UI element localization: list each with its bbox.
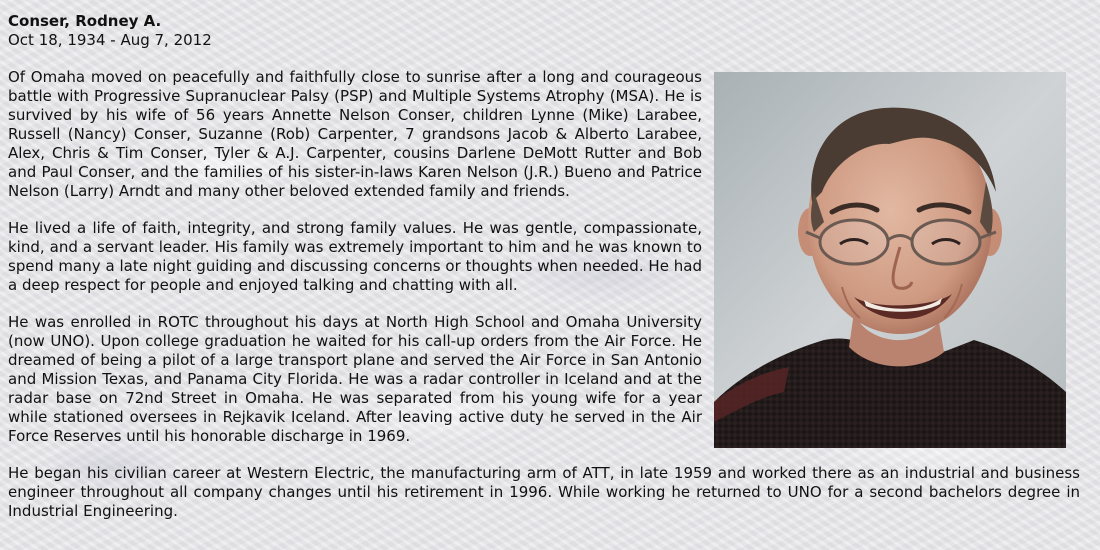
life-dates: Oct 18, 1934 - Aug 7, 2012: [8, 31, 212, 49]
portrait-illustration: [714, 72, 1066, 448]
obituary-article: [8, 12, 1080, 539]
obituary-paragraph: Of Omaha moved on peacefully and faithfully close to sunrise after a long and courageous battle with Progressive Supranuclear Palsy (PSP) and Multiple Systems Atrophy (MSA). He is survived by his wife of 56 years Annette Nelson Conser, children Lynne (Mike) Larabee, Russell (Nancy) Conser, Suzanne (Rob) Carpenter, 7 grandsons Jacob & Alberto Larabee, Alex, Chris & Tim Conser, Tyler & A.J. Carpenter, cousins Darlene DeMott Rutter and Bob and Paul Conser, and the families of his sister-in-laws Karen Nelson (J.R.) Bueno and Patrice Nelson (Larry) Arndt and many other beloved extended family and friends.: [8, 68, 702, 200]
deceased-name: Conser, Rodney A.: [8, 12, 162, 30]
portrait-photo: [714, 72, 1066, 448]
obituary-paragraph: He was enrolled in ROTC throughout his days at North High School and Omaha University (now UNO). Upon college graduation he waited for his call-up orders from the Air Force. He dreamed of being a pilot of a large transport plane and served the Air Force in San Antonio and Mission Texas, and Panama City Florida. He was a radar controller in Iceland and at the radar base on 72nd Street in Omaha. He was separated from his young wife for a year while stationed oversees in Rejkavik Iceland. After leaving active duty he served in the Air Force Reserves until his honorable discharge in 1969.: [8, 313, 702, 445]
obituary-paragraph: He began his civilian career at Western Electric, the manufacturing arm of ATT, in late 1959 and worked there as an industrial and business engineer throughout all company changes until his retirement in 1996. While working he returned to UNO for a second bachelors degree in Industrial Engineering.: [8, 464, 1080, 520]
obituary-paragraph: He lived a life of faith, integrity, and strong family values. He was gentle, compassionate, kind, and a servant leader. His family was extremely important to him and he was known to spend many a late night guiding and discussing concerns or thoughts when needed. He had a deep respect for people and enjoyed talking and chatting with all.: [8, 219, 702, 294]
